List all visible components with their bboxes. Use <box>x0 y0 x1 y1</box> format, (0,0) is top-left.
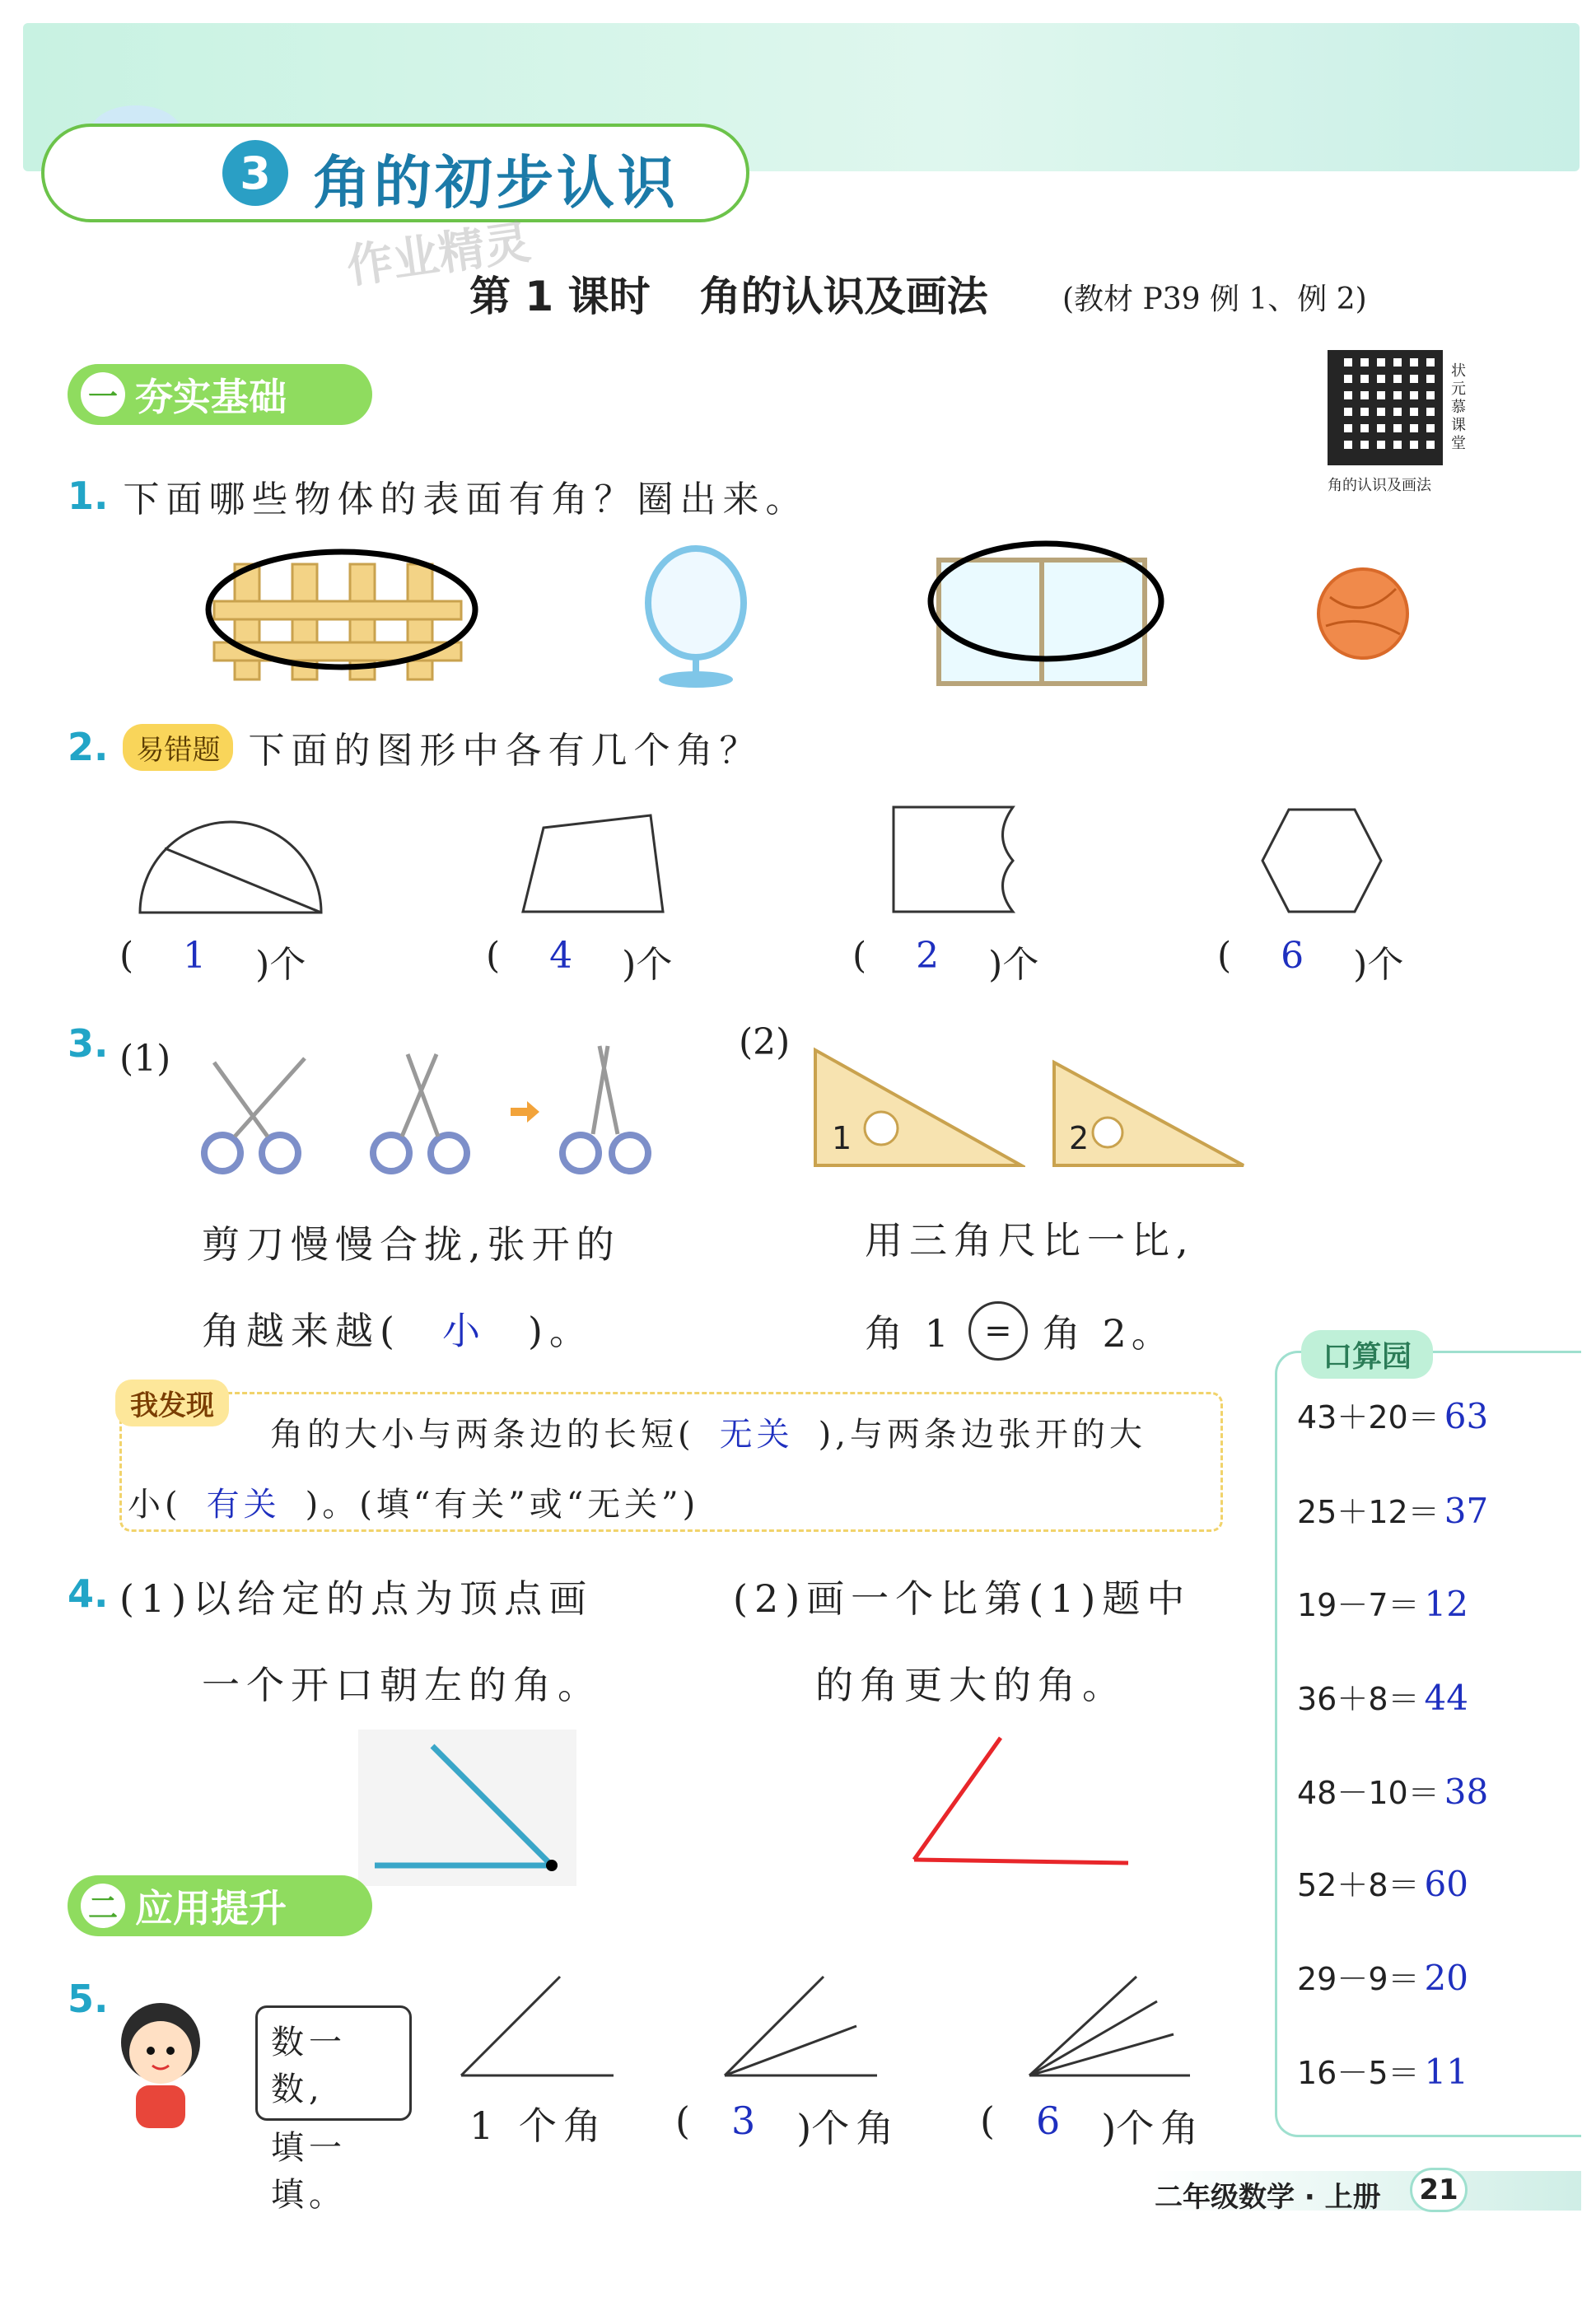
drawn-angle-left-open[interactable] <box>358 1730 576 1886</box>
mental-row: 52＋8＝ 60 <box>1297 1864 1468 1904</box>
hexagon-shape <box>1256 803 1388 918</box>
question-text: 下面哪些物体的表面有角？圈出来。 <box>123 479 809 521</box>
mental-math-title: 口算园 <box>1301 1330 1433 1379</box>
q3-part1-line1: 剪刀慢慢合拢,张开的 <box>202 1222 621 1267</box>
q3-part1-line2: 角越来越( 小 )。 <box>202 1301 594 1356</box>
mental-row: 48－10＝ 38 <box>1297 1772 1489 1812</box>
q2-answer-3: ( 2 )个 <box>852 935 1039 986</box>
answer-value: 4 <box>549 935 573 977</box>
answer-value: 无关 <box>719 1416 794 1454</box>
q2-answer-1: ( 1 )个 <box>119 935 306 986</box>
unit-number: 3 <box>240 147 271 199</box>
question-1 <box>68 469 808 522</box>
speech-bubble <box>255 2005 412 2214</box>
compare-circle: = <box>968 1301 1028 1361</box>
window-image <box>922 535 1169 692</box>
angle-figure-2 <box>716 1968 881 2084</box>
unit-title: 角的初步认识 <box>313 149 679 217</box>
question-5-number: 5. <box>68 1977 109 2021</box>
bubble-line2: 填一填。 <box>271 2129 347 2214</box>
lesson-reference: (教材 P39 例 1、例 2) <box>1062 282 1367 316</box>
semicircle-shape <box>132 815 329 922</box>
lesson-heading <box>469 264 988 323</box>
section-applied-icon: 二 <box>81 1884 125 1928</box>
mistake-tag: 易错题 <box>123 724 233 771</box>
watermark: 作业精灵 <box>343 215 534 295</box>
qr-side-label: 状元慕课堂 <box>1451 362 1466 452</box>
mirror-image <box>638 544 754 692</box>
answer-value: 2 <box>916 935 940 977</box>
answer-value: 小 <box>441 1309 487 1353</box>
cut-square-shape <box>885 803 1025 918</box>
mental-row: 36＋8＝ 44 <box>1297 1678 1468 1718</box>
mental-row: 19－7＝ 12 <box>1297 1584 1468 1624</box>
ruler-2-label: 2 <box>1069 1120 1090 1156</box>
trapezoid-shape <box>515 811 679 918</box>
q5-answer-3: ( 6 )个角 <box>980 2099 1205 2153</box>
answer-value: 6 <box>1035 2099 1061 2143</box>
girl-character-icon <box>111 1993 218 2133</box>
q3-part2-line1: 用三角尺比一比, <box>865 1218 1195 1263</box>
section-applied-label: 应用提升 <box>135 1886 287 1931</box>
question-number: 1. <box>68 474 109 518</box>
lesson-title: 角的认识及画法 <box>699 273 988 320</box>
scissors-sequence-image <box>189 1042 659 1186</box>
question-4-number: 4. <box>68 1571 109 1616</box>
q5-label-1: 1 个角 <box>469 2103 608 2148</box>
q3-part1-label: (1) <box>119 1038 171 1080</box>
question-number: 2. <box>68 725 109 769</box>
q4-part2-line1: (2)画一个比第(1)题中 <box>733 1576 1192 1621</box>
q2-answer-4: ( 6 )个 <box>1217 935 1404 986</box>
mental-row: 43＋20＝ 63 <box>1297 1396 1489 1436</box>
ruler-1-label: 1 <box>832 1120 852 1156</box>
section-applied <box>68 1875 372 1936</box>
section-basics-icon: 一 <box>81 372 125 417</box>
qr-caption: 角的认识及画法 <box>1328 477 1431 494</box>
mental-row: 29－9＝ 20 <box>1297 1958 1468 1998</box>
angle-figure-3 <box>1021 1968 1194 2084</box>
section-basics-label: 夯实基础 <box>135 375 287 419</box>
basketball-image <box>1314 564 1412 663</box>
fence-image <box>202 539 482 688</box>
bubble-line1: 数一数, <box>271 2024 347 2108</box>
angle-figure-1 <box>453 1968 618 2084</box>
lesson-number: 第 1 课时 <box>469 273 651 320</box>
answer-value: 有关 <box>206 1486 281 1524</box>
answer-value: 1 <box>183 935 207 977</box>
question-text: 下面的图形中各有几个角？ <box>248 730 763 772</box>
q2-answer-2: ( 4 )个 <box>486 935 673 986</box>
discover-tag: 我发现 <box>115 1380 229 1426</box>
discover-line2: 小( 有关 )。(填“有关”或“无关”) <box>128 1478 699 1525</box>
q4-part2-line2: 的角更大的角。 <box>815 1663 1127 1707</box>
mental-math-panel <box>1275 1351 1581 2137</box>
answer-value: 3 <box>730 2099 756 2143</box>
page-number: 21 <box>1410 2168 1468 2212</box>
drawn-angle-larger[interactable] <box>906 1730 1136 1874</box>
question-3-number: 3. <box>68 1021 109 1066</box>
mental-row: 16－5＝ 11 <box>1297 2052 1468 2092</box>
section-basics <box>68 364 372 425</box>
q4-part1-line1: (1)以给定的点为顶点画 <box>119 1576 594 1621</box>
answer-value: 6 <box>1281 935 1304 977</box>
q3-part2-label: (2) <box>739 1021 791 1063</box>
mental-row: 25＋12＝ 37 <box>1297 1491 1489 1531</box>
footer-book: 二年级数学 · 上册 <box>1155 2181 1381 2214</box>
unit-number-badge <box>222 140 288 206</box>
q4-part1-line2: 一个开口朝左的角。 <box>202 1663 602 1707</box>
discover-line1: 角的大小与两条边的长短( 无关 ),与两条边张开的大 <box>270 1408 1146 1455</box>
q3-part2-line2: 角 1 = 角 2。 <box>865 1301 1174 1361</box>
question-2 <box>68 721 762 773</box>
qr-code[interactable] <box>1328 350 1443 465</box>
q5-answer-2: ( 3 )个角 <box>675 2099 900 2153</box>
